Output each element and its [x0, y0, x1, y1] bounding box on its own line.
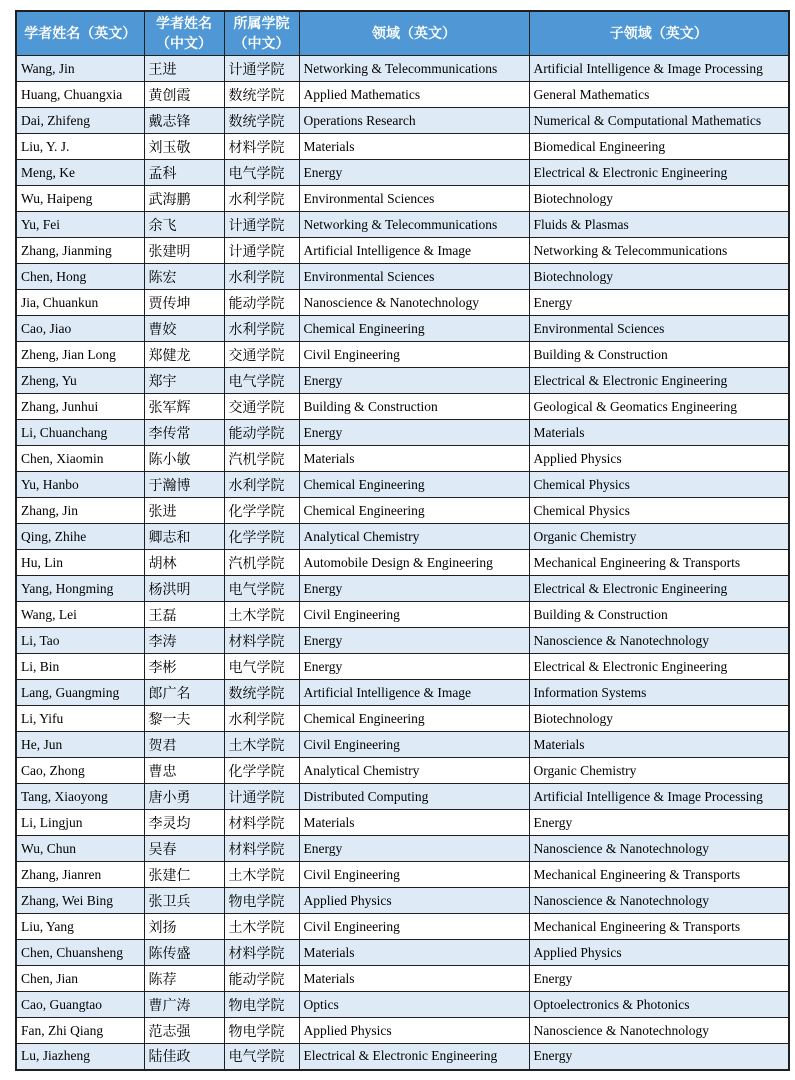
table-row [16, 732, 789, 758]
cell-subfield: Biotechnology [529, 706, 789, 732]
cell-name-en: Fan, Zhi Qiang [16, 1018, 144, 1044]
cell-name-en: Li, Tao [16, 628, 144, 654]
cell-field: Networking & Telecommunications [299, 212, 529, 238]
cell-name-zh: 武海鹏 [144, 186, 224, 212]
cell-college: 能动学院 [224, 290, 299, 316]
cell-subfield: Mechanical Engineering & Transports [529, 550, 789, 576]
table-row [16, 602, 789, 628]
cell-college: 化学学院 [224, 758, 299, 784]
cell-subfield: Biomedical Engineering [529, 134, 789, 160]
cell-name-en: Li, Chuanchang [16, 420, 144, 446]
cell-name-zh: 陈传盛 [144, 940, 224, 966]
cell-field: Chemical Engineering [299, 316, 529, 342]
cell-college: 电气学院 [224, 654, 299, 680]
cell-name-en: Zheng, Jian Long [16, 342, 144, 368]
cell-name-en: Chen, Hong [16, 264, 144, 290]
cell-subfield: General Mathematics [529, 82, 789, 108]
cell-name-zh: 曹姣 [144, 316, 224, 342]
cell-name-zh: 张卫兵 [144, 888, 224, 914]
cell-subfield: Geological & Geomatics Engineering [529, 394, 789, 420]
cell-college: 数统学院 [224, 680, 299, 706]
cell-subfield: Chemical Physics [529, 472, 789, 498]
cell-name-en: Zhang, Jianren [16, 862, 144, 888]
cell-subfield: Numerical & Computational Mathematics [529, 108, 789, 134]
cell-college: 化学学院 [224, 498, 299, 524]
cell-subfield: Biotechnology [529, 264, 789, 290]
cell-name-zh: 李灵均 [144, 810, 224, 836]
cell-subfield: Fluids & Plasmas [529, 212, 789, 238]
table-row [16, 654, 789, 680]
cell-field: Electrical & Electronic Engineering [299, 1044, 529, 1070]
cell-name-zh: 孟科 [144, 160, 224, 186]
cell-college: 土木学院 [224, 862, 299, 888]
cell-name-zh: 张建仁 [144, 862, 224, 888]
cell-name-zh: 陈小敏 [144, 446, 224, 472]
cell-name-en: Zheng, Yu [16, 368, 144, 394]
cell-name-zh: 余飞 [144, 212, 224, 238]
cell-subfield: Artificial Intelligence & Image Processing [529, 56, 789, 82]
table-row [16, 498, 789, 524]
cell-field: Analytical Chemistry [299, 758, 529, 784]
header-row [16, 11, 789, 56]
cell-field: Civil Engineering [299, 862, 529, 888]
cell-college: 计通学院 [224, 784, 299, 810]
cell-name-en: Wang, Jin [16, 56, 144, 82]
cell-field: Applied Physics [299, 888, 529, 914]
cell-subfield: Energy [529, 966, 789, 992]
cell-name-en: Zhang, Jin [16, 498, 144, 524]
cell-subfield: Electrical & Electronic Engineering [529, 576, 789, 602]
cell-subfield: Chemical Physics [529, 498, 789, 524]
table-row [16, 342, 789, 368]
cell-name-zh: 胡林 [144, 550, 224, 576]
cell-subfield: Building & Construction [529, 342, 789, 368]
cell-name-zh: 于瀚博 [144, 472, 224, 498]
cell-college: 电气学院 [224, 368, 299, 394]
cell-name-zh: 王进 [144, 56, 224, 82]
cell-college: 电气学院 [224, 160, 299, 186]
cell-college: 电气学院 [224, 576, 299, 602]
table-row [16, 836, 789, 862]
cell-name-zh: 范志强 [144, 1018, 224, 1044]
cell-field: Civil Engineering [299, 602, 529, 628]
cell-name-en: Cao, Zhong [16, 758, 144, 784]
cell-field: Materials [299, 966, 529, 992]
cell-subfield: Energy [529, 1044, 789, 1070]
table-row [16, 420, 789, 446]
cell-name-en: Zhang, Junhui [16, 394, 144, 420]
cell-field: Materials [299, 810, 529, 836]
cell-name-zh: 黎一夫 [144, 706, 224, 732]
column-header-subfield: 子领域（英文） [529, 11, 789, 56]
cell-field: Chemical Engineering [299, 472, 529, 498]
cell-college: 计通学院 [224, 238, 299, 264]
column-header-name-en: 学者姓名（英文） [16, 11, 144, 56]
cell-college: 水利学院 [224, 264, 299, 290]
cell-name-en: Zhang, Jianming [16, 238, 144, 264]
cell-name-en: Jia, Chuankun [16, 290, 144, 316]
cell-name-en: Meng, Ke [16, 160, 144, 186]
cell-name-zh: 陈荐 [144, 966, 224, 992]
table-row [16, 888, 789, 914]
cell-subfield: Biotechnology [529, 186, 789, 212]
cell-name-en: He, Jun [16, 732, 144, 758]
cell-college: 能动学院 [224, 966, 299, 992]
cell-name-en: Liu, Y. J. [16, 134, 144, 160]
cell-college: 数统学院 [224, 108, 299, 134]
cell-name-en: Chen, Jian [16, 966, 144, 992]
cell-name-en: Lang, Guangming [16, 680, 144, 706]
cell-subfield: Building & Construction [529, 602, 789, 628]
cell-field: Energy [299, 654, 529, 680]
table-row [16, 628, 789, 654]
cell-college: 物电学院 [224, 1018, 299, 1044]
cell-field: Chemical Engineering [299, 498, 529, 524]
cell-name-zh: 张军辉 [144, 394, 224, 420]
table-row [16, 810, 789, 836]
cell-name-en: Hu, Lin [16, 550, 144, 576]
cell-name-en: Qing, Zhihe [16, 524, 144, 550]
cell-field: Artificial Intelligence & Image [299, 680, 529, 706]
cell-subfield: Organic Chemistry [529, 524, 789, 550]
cell-subfield: Applied Physics [529, 446, 789, 472]
cell-subfield: Nanoscience & Nanotechnology [529, 836, 789, 862]
table-header [16, 11, 789, 56]
table-row [16, 1018, 789, 1044]
cell-name-zh: 郑宇 [144, 368, 224, 394]
table-row [16, 446, 789, 472]
cell-field: Environmental Sciences [299, 186, 529, 212]
cell-field: Operations Research [299, 108, 529, 134]
cell-field: Energy [299, 420, 529, 446]
cell-college: 土木学院 [224, 914, 299, 940]
cell-name-en: Yang, Hongming [16, 576, 144, 602]
cell-name-en: Chen, Xiaomin [16, 446, 144, 472]
cell-name-zh: 杨洪明 [144, 576, 224, 602]
table-row [16, 368, 789, 394]
cell-name-en: Yu, Fei [16, 212, 144, 238]
cell-subfield: Applied Physics [529, 940, 789, 966]
table-row [16, 758, 789, 784]
cell-name-zh: 王磊 [144, 602, 224, 628]
cell-name-en: Dai, Zhifeng [16, 108, 144, 134]
table-row [16, 524, 789, 550]
cell-field: Analytical Chemistry [299, 524, 529, 550]
cell-subfield: Nanoscience & Nanotechnology [529, 628, 789, 654]
cell-name-en: Huang, Chuangxia [16, 82, 144, 108]
table-row [16, 290, 789, 316]
cell-name-zh: 曹广涛 [144, 992, 224, 1018]
cell-college: 材料学院 [224, 628, 299, 654]
cell-college: 物电学院 [224, 888, 299, 914]
cell-subfield: Energy [529, 290, 789, 316]
cell-subfield: Networking & Telecommunications [529, 238, 789, 264]
cell-field: Applied Mathematics [299, 82, 529, 108]
cell-name-en: Tang, Xiaoyong [16, 784, 144, 810]
cell-field: Energy [299, 576, 529, 602]
table-row [16, 706, 789, 732]
cell-name-en: Yu, Hanbo [16, 472, 144, 498]
cell-name-en: Wu, Chun [16, 836, 144, 862]
cell-field: Materials [299, 446, 529, 472]
cell-name-en: Wu, Haipeng [16, 186, 144, 212]
table-row [16, 1044, 789, 1070]
cell-field: Automobile Design & Engineering [299, 550, 529, 576]
cell-name-zh: 郑健龙 [144, 342, 224, 368]
table-row [16, 550, 789, 576]
cell-name-zh: 贾传坤 [144, 290, 224, 316]
cell-name-zh: 郎广名 [144, 680, 224, 706]
table-row [16, 914, 789, 940]
cell-subfield: Electrical & Electronic Engineering [529, 368, 789, 394]
cell-subfield: Optoelectronics & Photonics [529, 992, 789, 1018]
cell-subfield: Artificial Intelligence & Image Processing [529, 784, 789, 810]
cell-name-en: Cao, Jiao [16, 316, 144, 342]
cell-field: Energy [299, 368, 529, 394]
cell-college: 计通学院 [224, 212, 299, 238]
cell-field: Energy [299, 160, 529, 186]
table-row [16, 992, 789, 1018]
cell-name-zh: 陈宏 [144, 264, 224, 290]
cell-college: 化学学院 [224, 524, 299, 550]
cell-field: Civil Engineering [299, 732, 529, 758]
cell-college: 汽机学院 [224, 446, 299, 472]
cell-subfield: Energy [529, 810, 789, 836]
cell-subfield: Nanoscience & Nanotechnology [529, 1018, 789, 1044]
cell-college: 电气学院 [224, 1044, 299, 1070]
table-row [16, 680, 789, 706]
cell-name-en: Liu, Yang [16, 914, 144, 940]
cell-field: Energy [299, 836, 529, 862]
column-header-college: 所属学院（中文） [224, 11, 299, 56]
column-header-field: 领域（英文） [299, 11, 529, 56]
cell-name-zh: 戴志锋 [144, 108, 224, 134]
cell-name-zh: 张建明 [144, 238, 224, 264]
table-row [16, 186, 789, 212]
cell-college: 水利学院 [224, 706, 299, 732]
cell-name-zh: 李彬 [144, 654, 224, 680]
cell-name-zh: 曹忠 [144, 758, 224, 784]
cell-college: 土木学院 [224, 602, 299, 628]
cell-field: Applied Physics [299, 1018, 529, 1044]
table-row [16, 576, 789, 602]
table-row [16, 784, 789, 810]
cell-college: 物电学院 [224, 992, 299, 1018]
cell-name-en: Li, Lingjun [16, 810, 144, 836]
cell-subfield: Electrical & Electronic Engineering [529, 654, 789, 680]
cell-college: 材料学院 [224, 134, 299, 160]
cell-subfield: Information Systems [529, 680, 789, 706]
cell-field: Distributed Computing [299, 784, 529, 810]
cell-college: 水利学院 [224, 316, 299, 342]
cell-college: 材料学院 [224, 810, 299, 836]
table-row [16, 472, 789, 498]
cell-name-en: Chen, Chuansheng [16, 940, 144, 966]
cell-college: 材料学院 [224, 836, 299, 862]
cell-subfield: Materials [529, 732, 789, 758]
cell-field: Civil Engineering [299, 914, 529, 940]
table-row [16, 238, 789, 264]
cell-field: Environmental Sciences [299, 264, 529, 290]
cell-college: 计通学院 [224, 56, 299, 82]
cell-subfield: Organic Chemistry [529, 758, 789, 784]
table-row [16, 862, 789, 888]
cell-name-en: Zhang, Wei Bing [16, 888, 144, 914]
cell-name-zh: 卿志和 [144, 524, 224, 550]
cell-name-en: Li, Yifu [16, 706, 144, 732]
table-row [16, 82, 789, 108]
cell-name-zh: 贺君 [144, 732, 224, 758]
cell-field: Civil Engineering [299, 342, 529, 368]
cell-name-zh: 刘玉敬 [144, 134, 224, 160]
cell-subfield: Mechanical Engineering & Transports [529, 914, 789, 940]
table-row [16, 212, 789, 238]
cell-name-zh: 陆佳政 [144, 1044, 224, 1070]
column-header-name-zh: 学者姓名（中文） [144, 11, 224, 56]
cell-college: 水利学院 [224, 186, 299, 212]
table-row [16, 394, 789, 420]
cell-college: 土木学院 [224, 732, 299, 758]
cell-college: 交通学院 [224, 342, 299, 368]
cell-college: 汽机学院 [224, 550, 299, 576]
cell-field: Optics [299, 992, 529, 1018]
cell-name-zh: 黄创霞 [144, 82, 224, 108]
table-row [16, 966, 789, 992]
cell-subfield: Nanoscience & Nanotechnology [529, 888, 789, 914]
cell-subfield: Mechanical Engineering & Transports [529, 862, 789, 888]
cell-college: 水利学院 [224, 472, 299, 498]
cell-college: 交通学院 [224, 394, 299, 420]
table-row [16, 108, 789, 134]
table-row [16, 56, 789, 82]
table-row [16, 134, 789, 160]
cell-subfield: Electrical & Electronic Engineering [529, 160, 789, 186]
scholars-table [15, 10, 790, 1071]
table-row [16, 316, 789, 342]
cell-name-zh: 唐小勇 [144, 784, 224, 810]
cell-name-en: Cao, Guangtao [16, 992, 144, 1018]
cell-field: Materials [299, 940, 529, 966]
cell-name-zh: 李涛 [144, 628, 224, 654]
table-row [16, 940, 789, 966]
cell-college: 材料学院 [224, 940, 299, 966]
cell-field: Chemical Engineering [299, 706, 529, 732]
cell-name-zh: 吴春 [144, 836, 224, 862]
cell-field: Networking & Telecommunications [299, 56, 529, 82]
cell-name-zh: 张进 [144, 498, 224, 524]
cell-subfield: Materials [529, 420, 789, 446]
cell-name-en: Wang, Lei [16, 602, 144, 628]
cell-field: Artificial Intelligence & Image [299, 238, 529, 264]
cell-field: Nanoscience & Nanotechnology [299, 290, 529, 316]
table-row [16, 160, 789, 186]
cell-name-zh: 李传常 [144, 420, 224, 446]
cell-college: 数统学院 [224, 82, 299, 108]
cell-field: Building & Construction [299, 394, 529, 420]
cell-college: 能动学院 [224, 420, 299, 446]
cell-name-zh: 刘扬 [144, 914, 224, 940]
cell-name-en: Li, Bin [16, 654, 144, 680]
cell-subfield: Environmental Sciences [529, 316, 789, 342]
table-body [16, 56, 789, 1070]
cell-field: Energy [299, 628, 529, 654]
cell-name-en: Lu, Jiazheng [16, 1044, 144, 1070]
scholars-table-container [15, 10, 790, 1071]
cell-field: Materials [299, 134, 529, 160]
table-row [16, 264, 789, 290]
